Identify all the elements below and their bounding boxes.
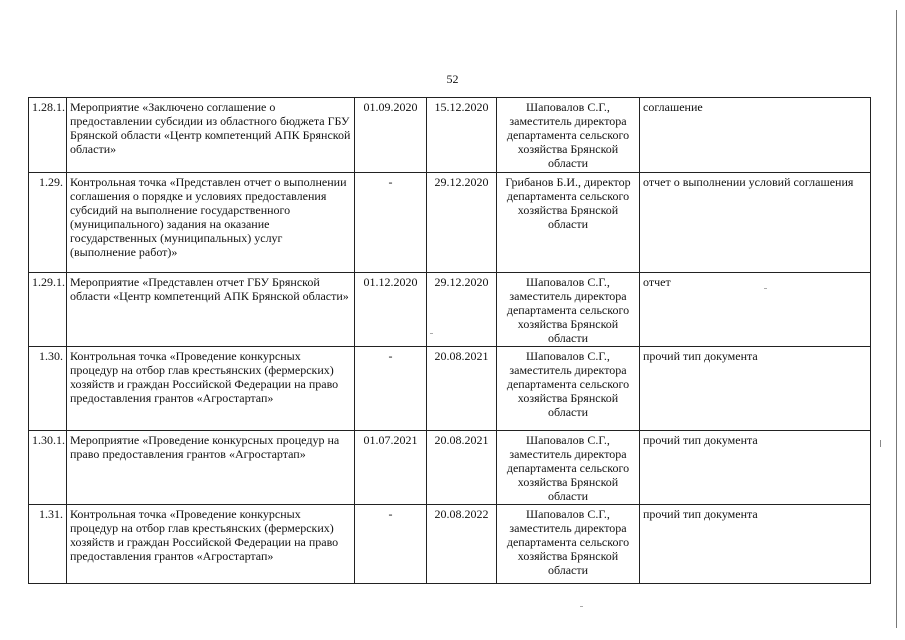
activity-name-cell: Мероприятие «Заключено соглашение о предоставлении субсидии из областного бюджета ГБУ Брянской области «Центр компетенций АПК Брянской области» <box>67 98 355 173</box>
start-date-cell: - <box>355 173 427 273</box>
activity-name-cell: Контрольная точка «Проведение конкурсных процедур на отбор глав крестьянских (фермерских) хозяйств и граждан Российской Федерации на право предоставления грантов «Агростартап» <box>67 347 355 431</box>
activity-name-cell: Контрольная точка «Проведение конкурсных процедур на отбор глав крестьянских (фермерских) хозяйств и граждан Российской Федерации на право предоставления грантов «Агростартап» <box>67 505 355 584</box>
responsible-cell: Шаповалов С.Г., заместитель директора департамента сельского хозяйства Брянской области <box>497 505 640 584</box>
end-date-cell: 15.12.2020 <box>427 98 497 173</box>
row-number-cell: 1.31. <box>29 505 67 584</box>
end-date-cell: 20.08.2021 <box>427 431 497 505</box>
start-date-cell: 01.09.2020 <box>355 98 427 173</box>
activity-name-cell: Контрольная точка «Представлен отчет о выполнении соглашения о порядке и условиях предоставления субсидий на выполнение государственного (муниципального) задания на оказание государственных (муниципальных) услуг (выполнение работ)» <box>67 173 355 273</box>
activity-name-cell: Мероприятие «Представлен отчет ГБУ Брянской области «Центр компетенций АПК Брянской области» <box>67 273 355 347</box>
document-type-cell: отчет о выполнении условий соглашения <box>640 173 871 273</box>
row-number-cell: 1.29. <box>29 173 67 273</box>
start-date-cell: 01.12.2020 <box>355 273 427 347</box>
responsible-cell: Грибанов Б.И., директор департамента сельского хозяйства Брянской области <box>497 173 640 273</box>
table-row <box>29 98 871 173</box>
activity-name-cell: Мероприятие «Проведение конкурсных процедур на право предоставления грантов «Агростартап» <box>67 431 355 505</box>
row-number-cell: 1.28.1. <box>29 98 67 173</box>
row-number-cell: 1.30. <box>29 347 67 431</box>
start-date-cell: - <box>355 505 427 584</box>
responsible-cell: Шаповалов С.Г., заместитель директора департамента сельского хозяйства Брянской области <box>497 431 640 505</box>
table-row <box>29 431 871 505</box>
document-type-cell: прочий тип документа <box>640 347 871 431</box>
document-type-cell: прочий тип документа <box>640 505 871 584</box>
scan-edge-tick <box>880 440 881 447</box>
scan-edge-line <box>896 10 897 628</box>
row-number-cell: 1.30.1. <box>29 431 67 505</box>
page-number: 52 <box>446 72 459 86</box>
end-date-cell: 29.12.2020 <box>427 173 497 273</box>
table-row <box>29 273 871 347</box>
start-date-cell: - <box>355 347 427 431</box>
responsible-cell: Шаповалов С.Г., заместитель директора департамента сельского хозяйства Брянской области <box>497 98 640 173</box>
responsible-cell: Шаповалов С.Г., заместитель директора департамента сельского хозяйства Брянской области <box>497 273 640 347</box>
responsible-cell: Шаповалов С.Г., заместитель директора департамента сельского хозяйства Брянской области <box>497 347 640 431</box>
schedule-table <box>28 97 871 584</box>
document-type-cell: прочий тип документа <box>640 431 871 505</box>
document-type-cell: отчет <box>640 273 871 347</box>
table-row <box>29 173 871 273</box>
scan-speck <box>580 606 583 607</box>
row-number-cell: 1.29.1. <box>29 273 67 347</box>
end-date-cell: 20.08.2022 <box>427 505 497 584</box>
end-date-cell: 20.08.2021 <box>427 347 497 431</box>
start-date-cell: 01.07.2021 <box>355 431 427 505</box>
end-date-cell: 29.12.2020 <box>427 273 497 347</box>
table-row <box>29 347 871 431</box>
table-row <box>29 505 871 584</box>
document-type-cell: соглашение <box>640 98 871 173</box>
